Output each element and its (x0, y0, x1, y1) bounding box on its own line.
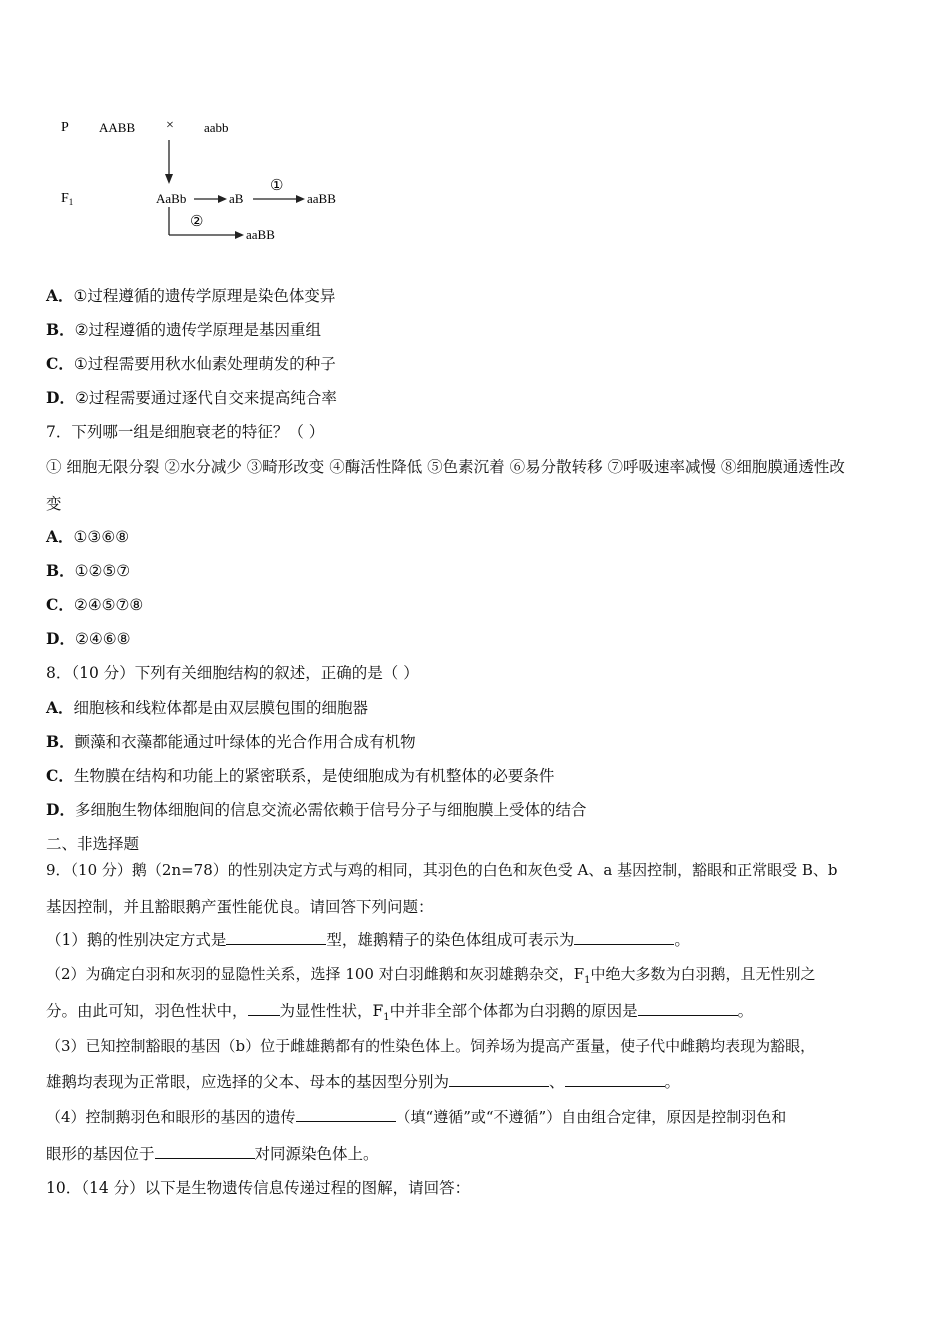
q9-part2-cont: 分。由此可知，羽色性状中， 为显性性状，$F_1$中并非全部个体都为白羽鹅的原因是 。 (46, 1002, 754, 1024)
q7-items-cont: 变 (46, 495, 62, 513)
q9-part3-cont: 雄鹅均表现为正常眼，应选择的父本、母本的基因型分别为 、 。 (46, 1073, 681, 1091)
cross-symbol: × (166, 118, 174, 133)
q6-option-b: B．②过程遵循的遗传学原理是基因重组 (46, 320, 322, 339)
q7-option-b: B．①②⑤⑦ (46, 561, 131, 580)
answer-blank[interactable] (155, 1144, 255, 1159)
q7-option-d: D．②④⑥⑧ (46, 629, 131, 648)
q10-stem: 10．（14 分）以下是生物遗传信息传递过程的图解，请回答： (46, 1179, 471, 1197)
q6-option-d: D．②过程需要通过逐代自交来提高纯合率 (46, 388, 337, 407)
answer-blank[interactable] (226, 930, 326, 945)
parent1-genotype: AABB (99, 120, 136, 135)
f1-label: $F_1$ (61, 191, 74, 207)
f1-genotype: AaBb (156, 191, 187, 206)
q6-option-c: C．①过程需要用秋水仙素处理萌发的种子 (46, 354, 336, 373)
q9-part4-cont: 眼形的基因位于 对同源染色体上。 (46, 1145, 379, 1163)
step1-label: ① (270, 178, 284, 194)
breeding-diagram (0, 0, 400, 260)
arrow-down-head (165, 174, 173, 184)
q9-stem-cont: 基因控制，并且豁眼鹅产蛋性能优良。请回答下列问题： (46, 898, 434, 916)
q8-option-c: C．生物膜在结构和功能上的紧密联系，是使细胞成为有机整体的必要条件 (46, 766, 555, 785)
q9-part3: （3）已知控制豁眼的基因（b）位于雌雄鹅都有的性染色体上。饲养场为提高产蛋量，使子代中雌鹅均表现为豁眼， (46, 1037, 816, 1055)
answer-blank[interactable] (449, 1072, 549, 1087)
answer-blank[interactable] (296, 1107, 396, 1122)
section-heading: 二、非选择题 (46, 835, 140, 853)
parent2-genotype: aabb (204, 120, 229, 135)
step2-label: ② (190, 214, 204, 230)
q8-option-a: A．细胞核和线粒体都是由双层膜包围的细胞器 (46, 698, 369, 717)
q7-stem: 7．下列哪一组是细胞衰老的特征？（ ） (46, 423, 325, 441)
q9-part4: （4）控制鹅羽色和眼形的基因的遗传 （填“遵循”或“不遵循”）自由组合定律，原因是控制羽色和 (46, 1108, 787, 1126)
result1-genotype: aaBB (307, 191, 336, 206)
arrow-to-gamete-head (218, 195, 227, 203)
q9-part2: （2）为确定白羽和灰羽的显隐性关系，选择 100 对白羽雌鹅和灰羽雄鹅杂交，$F_1$中绝大多数为白羽鹅，且无性别之 (46, 965, 816, 986)
answer-blank[interactable] (248, 1001, 280, 1016)
q7-option-c: C．②④⑤⑦⑧ (46, 595, 144, 614)
q9-stem: 9．（10 分）鹅（2n=78）的性别决定方式与鸡的相同，其羽色的白色和灰色受 A、a 基因控制，豁眼和正常眼受 B、b (46, 861, 838, 879)
p-label: P (61, 120, 69, 135)
answer-blank[interactable] (574, 930, 674, 945)
q8-option-d: D．多细胞生物体细胞间的信息交流必需依赖于信号分子与细胞膜上受体的结合 (46, 800, 587, 819)
arrow-step1-head (296, 195, 305, 203)
q7-option-a: A．①③⑥⑧ (46, 527, 130, 546)
q6-option-a: A．①过程遵循的遗传学原理是染色体变异 (46, 286, 336, 305)
q7-items: ① 细胞无限分裂 ②水分减少 ③畸形改变 ④酶活性降低 ⑤色素沉着 ⑥易分散转移 ⑦呼吸速率减慢 ⑧细胞膜通透性改 (46, 458, 845, 476)
answer-blank[interactable] (638, 1001, 738, 1016)
answer-blank[interactable] (565, 1072, 665, 1087)
gamete-genotype: aB (229, 191, 244, 206)
result2-genotype: aaBB (246, 227, 275, 242)
q9-part1: （1）鹅的性别决定方式是 型，雄鹅精子的染色体组成可表示为 。 (46, 931, 690, 949)
q8-stem: 8．（10 分）下列有关细胞结构的叙述，正确的是（ ） (46, 664, 419, 682)
q8-option-b: B．颤藻和衣藻都能通过叶绿体的光合作用合成有机物 (46, 732, 416, 751)
branch-head (235, 231, 244, 239)
